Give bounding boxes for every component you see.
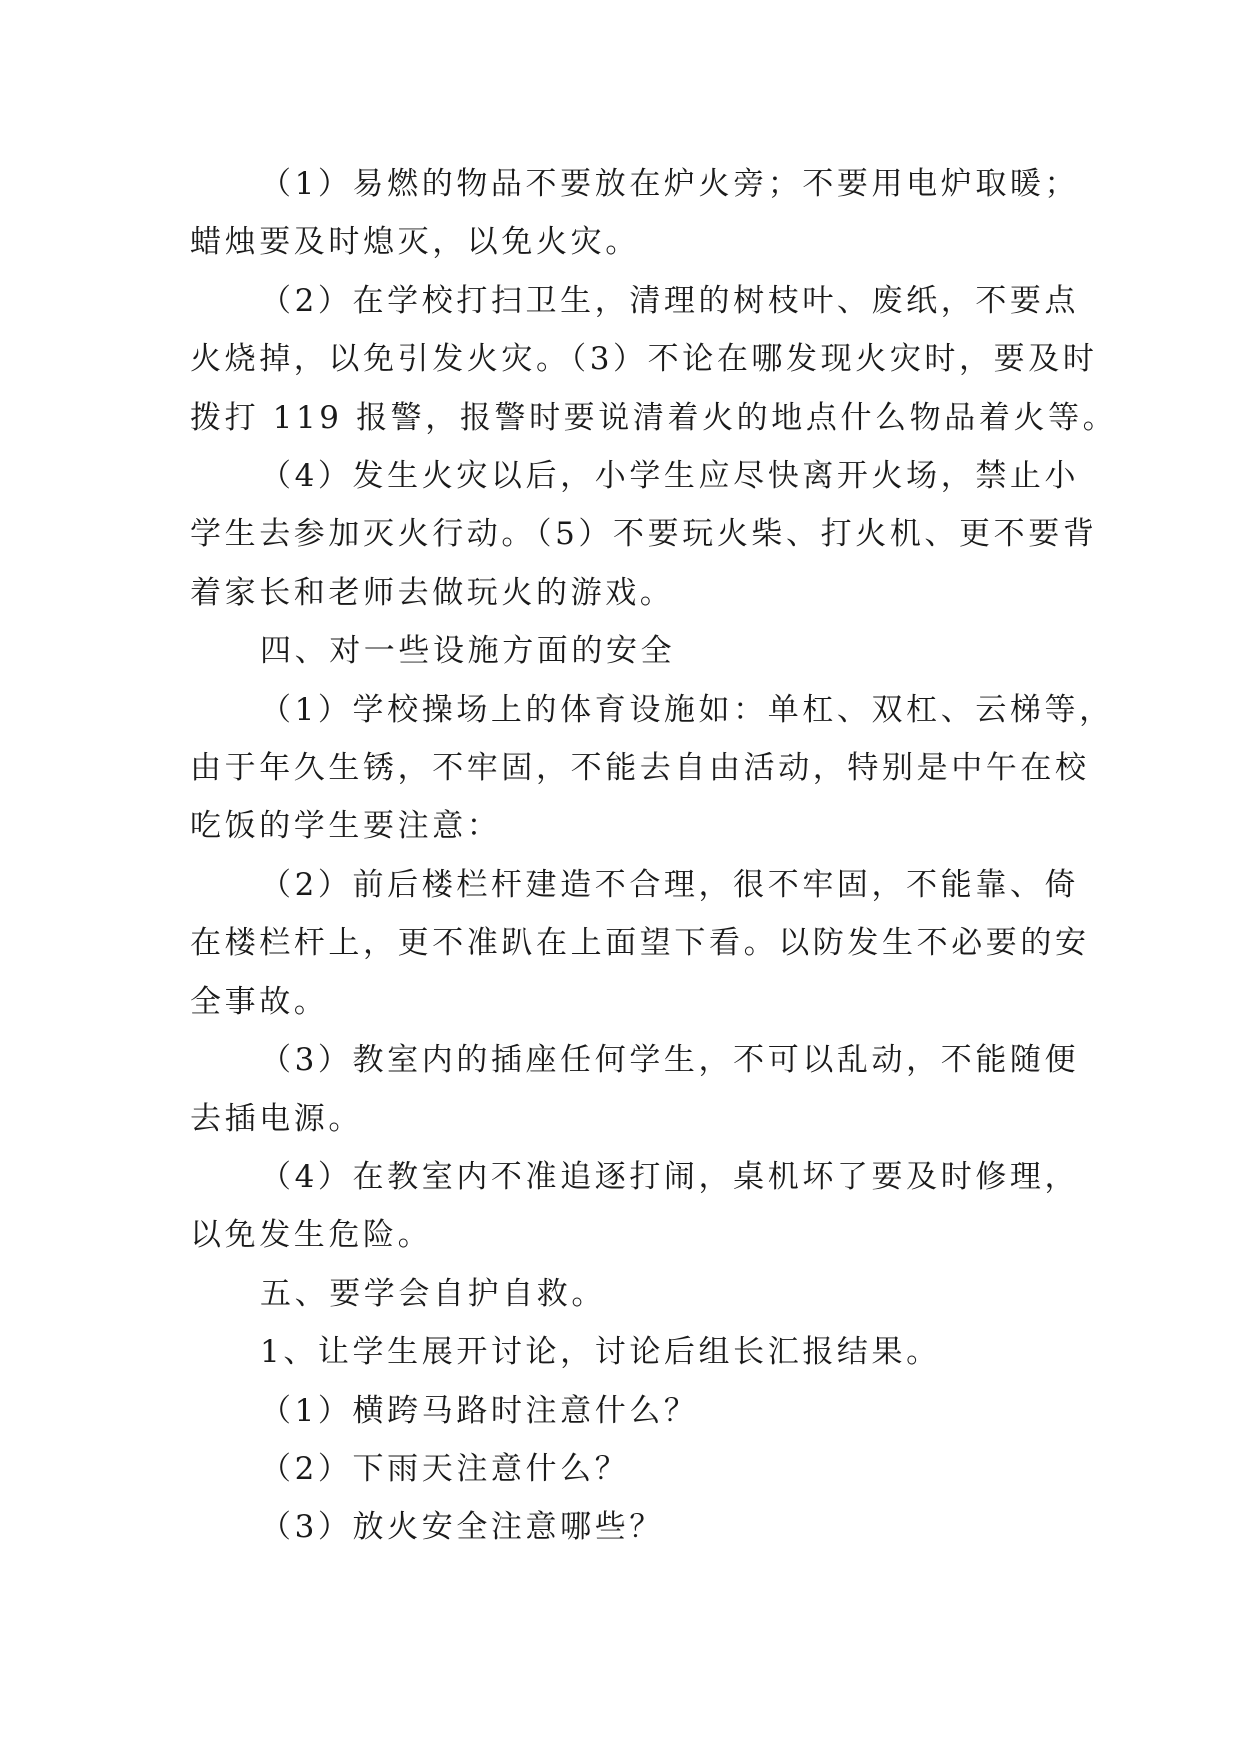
section-heading: 五、要学会自护自救。 <box>260 1275 606 1312</box>
text-line: 火烧掉，以免引发火灾。（3）不论在哪发现火灾时，要及时 <box>190 341 1098 378</box>
text-line: 学生去参加灭火行动。（5）不要玩火柴、打火机、更不要背 <box>190 516 1098 553</box>
text-line: 蜡烛要及时熄灭，以免火灾。 <box>190 224 640 261</box>
document-body <box>190 155 1118 1557</box>
question-item: （2）下雨天注意什么？ <box>260 1450 630 1487</box>
text-line: 1、让学生展开讨论，讨论后组长汇报结果。 <box>260 1334 941 1371</box>
question-item: （1）横跨马路时注意什么？ <box>260 1392 699 1429</box>
text-line: 吃饭的学生要注意： <box>190 808 502 845</box>
text-line: 由于年久生锈，不牢固，不能去自由活动，特别是中午在校 <box>190 750 1090 787</box>
text-line: （4）在教室内不准追逐打闹，桌机坏了要及时修理， <box>260 1158 1080 1195</box>
text-line: （1）易燃的物品不要放在炉火旁；不要用电炉取暖； <box>260 166 1080 202</box>
text-line: （2）前后楼栏杆建造不合理，很不牢固，不能靠、倚 <box>260 866 1080 903</box>
text-line: （1）学校操场上的体育设施如：单杠、双杠、云梯等， <box>260 691 1114 728</box>
text-line: 去插电源。 <box>190 1100 363 1137</box>
text-line: （4）发生火灾以后，小学生应尽快离开火场，禁止小 <box>260 458 1080 495</box>
text-line: 拨打 119 报警，报警时要说清着火的地点什么物品着火等。 <box>190 399 1118 436</box>
text-line: （3）教室内的插座任何学生，不可以乱动，不能随便 <box>260 1042 1080 1079</box>
text-line: 全事故。 <box>190 983 329 1020</box>
question-item: （3）放火安全注意哪些？ <box>260 1509 664 1546</box>
text-line: 着家长和老师去做玩火的游戏。 <box>190 574 675 611</box>
text-line: 在楼栏杆上，更不准趴在上面望下看。以防发生不必要的安 <box>190 925 1090 962</box>
text-line: 以免发生危险。 <box>190 1217 433 1254</box>
text-line: （2）在学校打扫卫生，清理的树枝叶、废纸，不要点 <box>260 282 1080 319</box>
section-heading: 四、对一些设施方面的安全 <box>260 633 676 670</box>
